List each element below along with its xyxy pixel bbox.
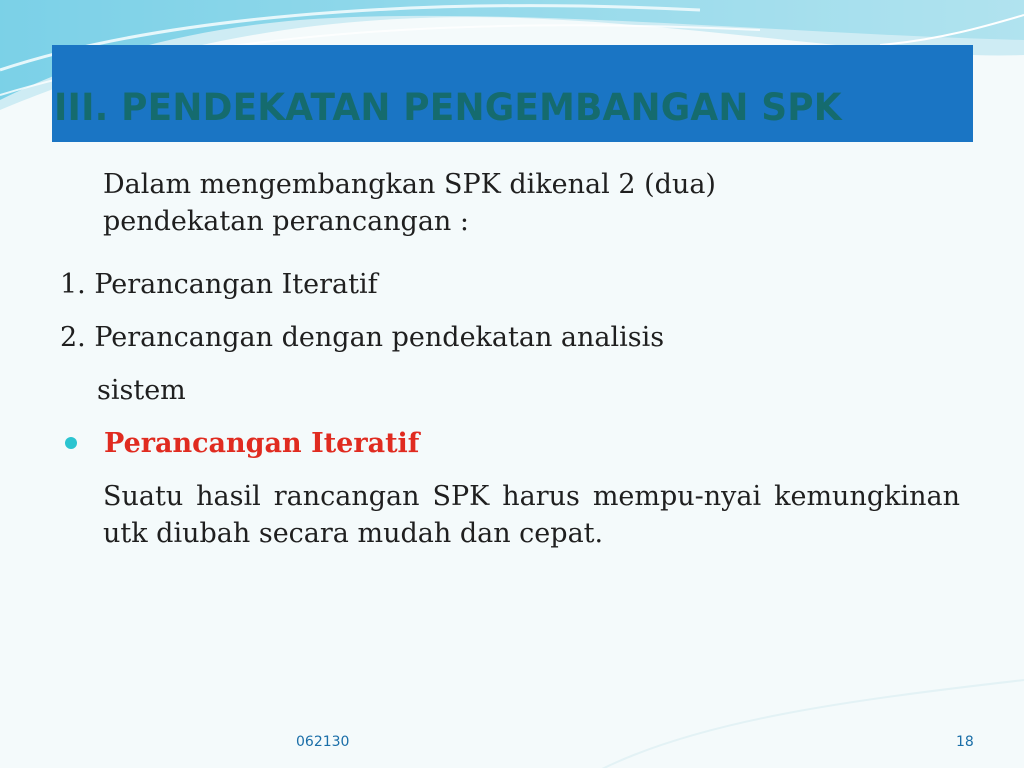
bullet-dot-icon [65, 437, 77, 449]
list-item-2-continuation: sistem [97, 375, 186, 406]
footer-code: 062130 [296, 734, 350, 750]
bullet-body: Suatu hasil rancangan SPK harus mempu-nyai kemungkinan utk diubah secara mudah dan cepat. [103, 481, 960, 549]
page-number: 18 [956, 734, 974, 750]
list-item-2: 2. Perancangan dengan pendekatan analisis [60, 322, 665, 353]
slide-title: III. PENDEKATAN PENGEMBANGAN SPK [54, 86, 842, 129]
intro-paragraph: Dalam mengembangkan SPK dikenal 2 (dua) pendekatan perancangan : [103, 169, 716, 237]
bullet-heading: Perancangan Iteratif [104, 428, 420, 459]
list-item-1: 1. Perancangan Iteratif [60, 269, 378, 300]
